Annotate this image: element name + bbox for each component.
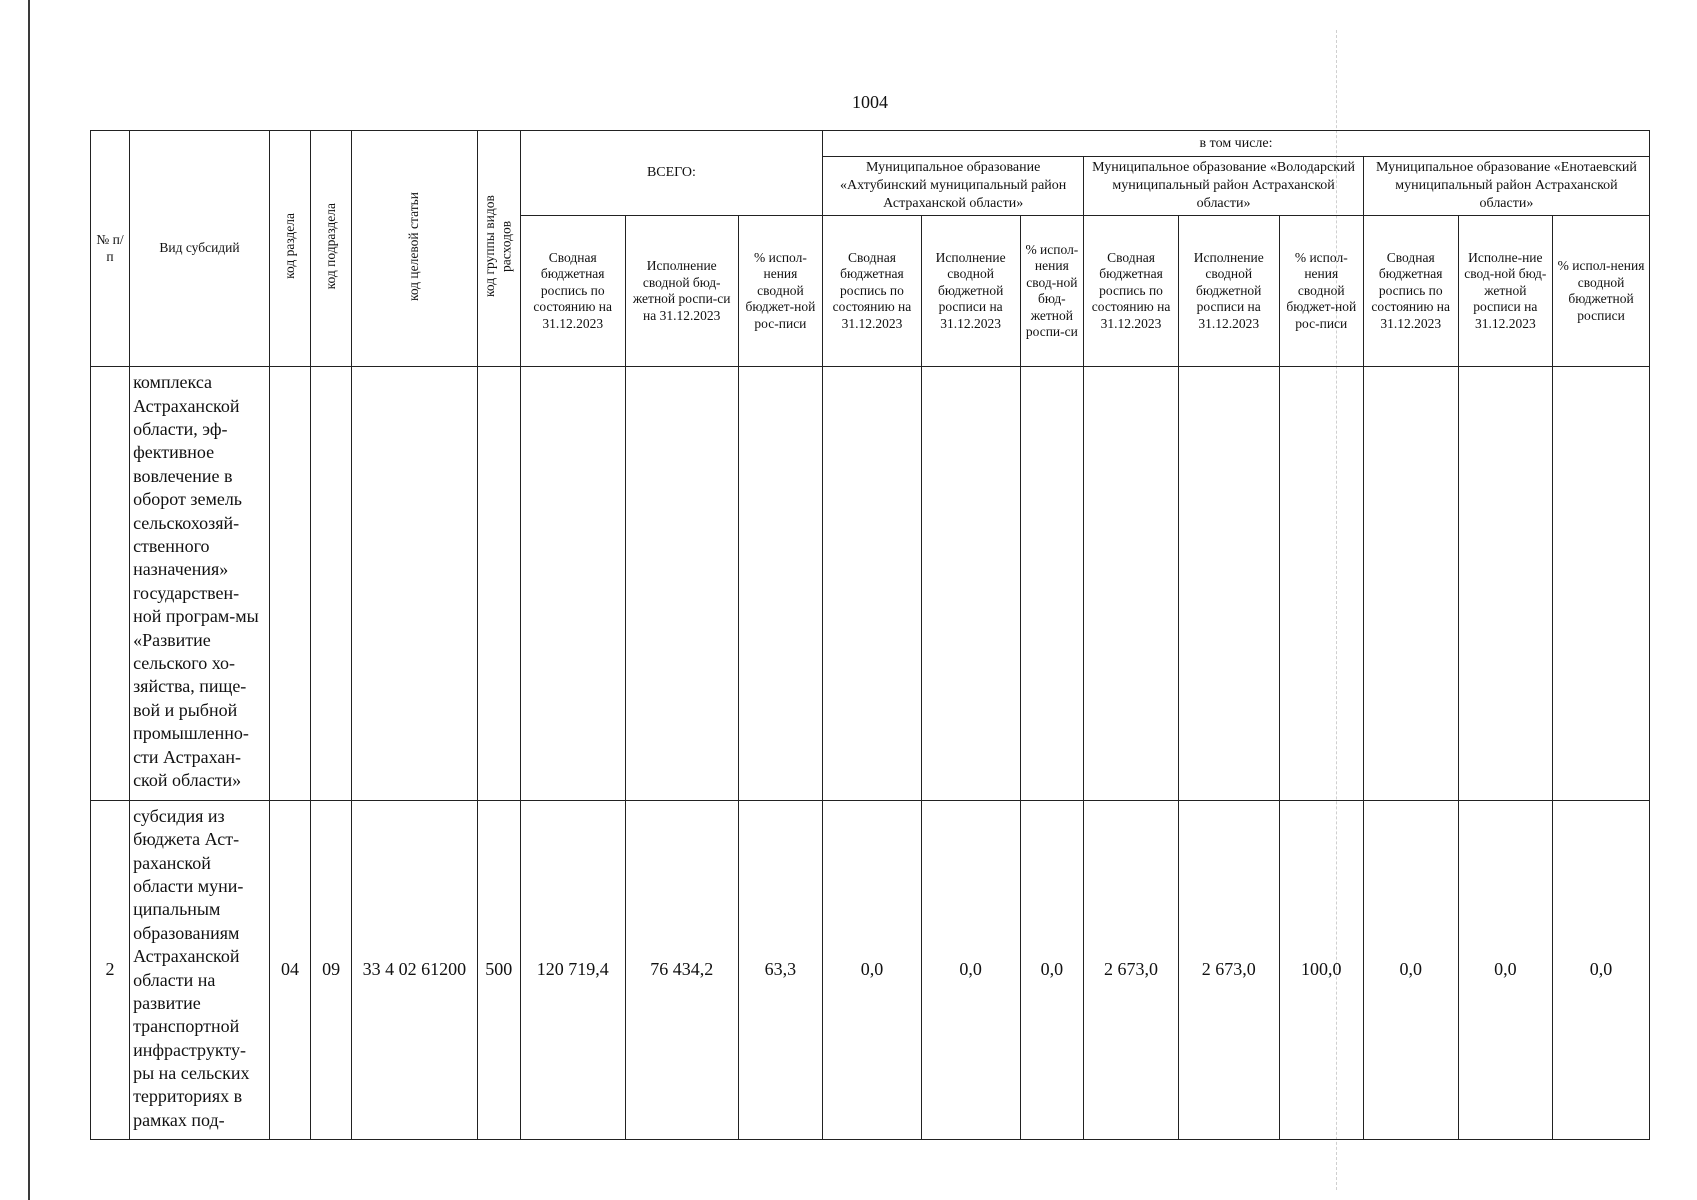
header-total-execution: Исполнение сводной бюд-жетной роспи-си на 31.12.2023 bbox=[625, 216, 738, 367]
row-value bbox=[921, 367, 1020, 801]
row-value: 0,0 bbox=[823, 800, 922, 1139]
row-description: субсидия из бюджета Аст-раханской области муни-ципальным образованиям Астраханской области на развитие транспортной инфраструкту-ры на сельских территориях в рамках под- bbox=[130, 800, 270, 1139]
header-subsection-code: код подраздела bbox=[311, 131, 352, 367]
header-mo-akhtubinsky: Муниципальное образование «Ахтубинский муниципальный район Астраханской области» bbox=[823, 157, 1084, 216]
row-value bbox=[1020, 367, 1084, 801]
row-target-article bbox=[352, 367, 477, 801]
row-num bbox=[91, 367, 130, 801]
row-subsection bbox=[311, 367, 352, 801]
row-value: 2 673,0 bbox=[1178, 800, 1279, 1139]
header-including: в том числе: bbox=[823, 131, 1650, 157]
row-value bbox=[1279, 367, 1363, 801]
subsidy-report-table bbox=[90, 130, 1650, 1140]
header-mo3-percent: % испол-нения сводной бюджетной росписи bbox=[1553, 216, 1650, 367]
header-total: ВСЕГО: bbox=[520, 131, 822, 216]
row-value: 76 434,2 bbox=[625, 800, 738, 1139]
row-expense-group: 500 bbox=[477, 800, 520, 1139]
header-mo2-percent: % испол-нения сводной бюджет-ной рос-писи bbox=[1279, 216, 1363, 367]
row-value bbox=[1084, 367, 1179, 801]
row-value: 120 719,4 bbox=[520, 800, 625, 1139]
header-mo1-execution: Исполнение сводной бюджетной росписи на 31.12.2023 bbox=[921, 216, 1020, 367]
row-value: 100,0 bbox=[1279, 800, 1363, 1139]
table-row bbox=[91, 800, 1650, 1139]
header-mo2-execution: Исполнение сводной бюджетной росписи на 31.12.2023 bbox=[1178, 216, 1279, 367]
row-value: 0,0 bbox=[1020, 800, 1084, 1139]
row-value: 0,0 bbox=[1363, 800, 1458, 1139]
header-mo2-plan: Сводная бюджетная роспись по состоянию на 31.12.2023 bbox=[1084, 216, 1179, 367]
row-section: 04 bbox=[269, 800, 310, 1139]
header-num: № п/п bbox=[91, 131, 130, 367]
row-value bbox=[1553, 367, 1650, 801]
table-row bbox=[91, 367, 1650, 801]
scan-edge-line bbox=[28, 0, 30, 1200]
header-section-code: код раздела bbox=[269, 131, 310, 367]
row-value: 0,0 bbox=[921, 800, 1020, 1139]
row-value bbox=[625, 367, 738, 801]
header-row-1 bbox=[91, 131, 1650, 157]
row-value bbox=[738, 367, 822, 801]
header-target-article-code: код целевой статьи bbox=[352, 131, 477, 367]
row-value bbox=[1178, 367, 1279, 801]
header-total-percent: % испол-нения сводной бюджет-ной рос-писи bbox=[738, 216, 822, 367]
row-num: 2 bbox=[91, 800, 130, 1139]
row-value: 2 673,0 bbox=[1084, 800, 1179, 1139]
page-number: 1004 bbox=[852, 92, 888, 112]
row-value bbox=[520, 367, 625, 801]
row-section bbox=[269, 367, 310, 801]
row-expense-group bbox=[477, 367, 520, 801]
header-mo1-plan: Сводная бюджетная роспись по состоянию на 31.12.2023 bbox=[823, 216, 922, 367]
row-value bbox=[823, 367, 922, 801]
row-subsection: 09 bbox=[311, 800, 352, 1139]
row-value: 0,0 bbox=[1458, 800, 1553, 1139]
header-mo-volodarsky: Муниципальное образование «Володарский муниципальный район Астраханской области» bbox=[1084, 157, 1364, 216]
header-subsidy-type: Вид субсидий bbox=[130, 131, 270, 367]
header-mo-enotaevsky: Муниципальное образование «Енотаевский муниципальный район Астраханской области» bbox=[1363, 157, 1649, 216]
row-value: 63,3 bbox=[738, 800, 822, 1139]
row-target-article: 33 4 02 61200 bbox=[352, 800, 477, 1139]
header-total-plan: Сводная бюджетная роспись по состоянию на 31.12.2023 bbox=[520, 216, 625, 367]
header-mo3-plan: Сводная бюджетная роспись по состоянию на 31.12.2023 bbox=[1363, 216, 1458, 367]
header-expense-group-code: код группы видов расходов bbox=[477, 131, 520, 367]
row-value: 0,0 bbox=[1553, 800, 1650, 1139]
row-description: комплекса Астраханской области, эф-фективное вовлечение в оборот земель сельскохозяй-ственного назначения» государствен-ной програм-мы «Развитие сельского хо-зяйства, пище-вой и рыбной промышленно-сти Астрахан-ской области» bbox=[130, 367, 270, 801]
header-mo1-percent: % испол-нения свод-ной бюд-жетной роспи-си bbox=[1020, 216, 1084, 367]
row-value bbox=[1458, 367, 1553, 801]
row-value bbox=[1363, 367, 1458, 801]
header-mo3-execution: Исполне-ние свод-ной бюд-жетной росписи на 31.12.2023 bbox=[1458, 216, 1553, 367]
